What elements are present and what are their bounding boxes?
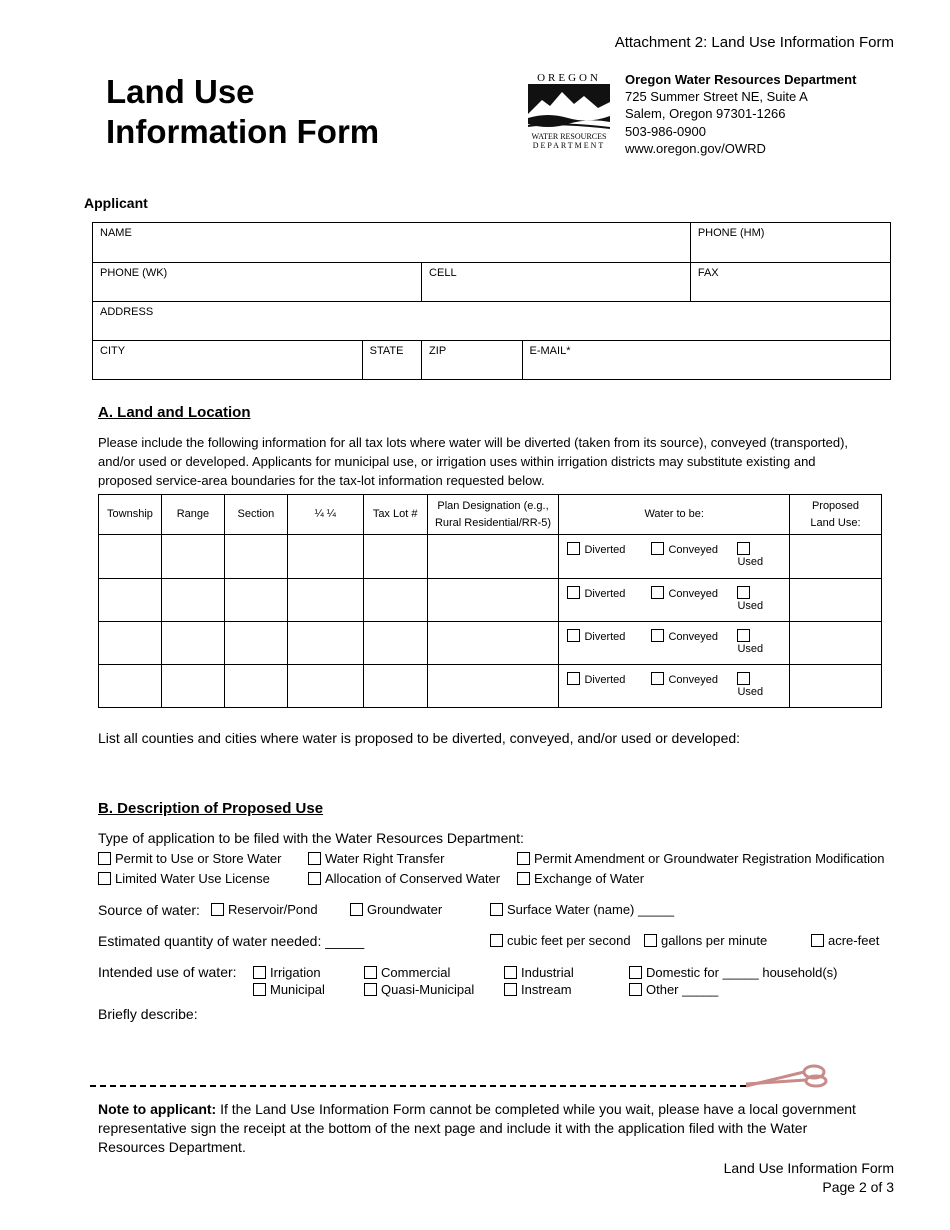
permit-to-use-checkbox[interactable] [98,852,111,865]
conveyed-checkbox[interactable] [651,629,664,642]
source-label: Source of water: [98,902,200,918]
exchange-of-water-checkbox[interactable] [517,872,530,885]
col-range: Range [161,495,224,535]
applicant-table [92,222,891,380]
cut-line [90,1085,746,1087]
table-row [99,665,882,708]
conveyed-option[interactable]: Conveyed [651,629,718,643]
zip-field[interactable]: ZIP [422,341,522,380]
section-a-heading: A. Land and Location [98,404,251,421]
mountain-logo-icon [528,84,610,132]
water-right-transfer-checkbox[interactable] [308,852,321,865]
conveyed-checkbox[interactable] [651,542,664,555]
phone-wk-field[interactable]: PHONE (WK) [93,263,422,302]
used-checkbox[interactable] [737,586,750,599]
limited-water-use-option[interactable]: Limited Water Use License [98,871,270,886]
diverted-checkbox[interactable] [567,542,580,555]
conveyed-option[interactable]: Conveyed [651,672,718,686]
email-field[interactable]: E-MAIL* [522,341,890,380]
commercial-checkbox[interactable] [364,966,377,979]
cfs-checkbox[interactable] [490,934,503,947]
quasi-municipal-checkbox[interactable] [364,983,377,996]
used-checkbox[interactable] [737,629,750,642]
used-option[interactable]: Used [737,542,763,568]
diverted-option[interactable]: Diverted [567,542,625,556]
limited-water-use-checkbox[interactable] [98,872,111,885]
allocation-conserved-checkbox[interactable] [308,872,321,885]
conveyed-option[interactable]: Conveyed [651,586,718,600]
gpm-checkbox[interactable] [644,934,657,947]
page-footer: Land Use Information Form Page 2 of 3 [723,1160,894,1195]
col-water-to-be: Water to be: [559,495,790,535]
diverted-checkbox[interactable] [567,672,580,685]
diverted-option[interactable]: Diverted [567,586,625,600]
reservoir-option[interactable]: Reservoir/Pond [211,902,318,917]
table-row [99,535,882,579]
agency-address: Oregon Water Resources Department 725 Summer Street NE, Suite A Salem, Oregon 97301-1266 503-986-0900 www.oregon.gov/OWRD [625,72,857,156]
city-field[interactable]: CITY [93,341,363,380]
instream-option[interactable]: Instream [504,982,572,997]
quantity-label: Estimated quantity of water needed: _____ [98,933,365,949]
domestic-option[interactable]: Domestic for _____ household(s) [629,965,838,980]
irrigation-checkbox[interactable] [253,966,266,979]
water-right-transfer-option[interactable]: Water Right Transfer [308,851,444,866]
owrd-logo: OREGON WATER RESOURCES DEPARTMENT [527,72,611,154]
col-township: Township [99,495,162,535]
land-location-table [98,494,882,708]
industrial-checkbox[interactable] [504,966,517,979]
section-a-intro: Please include the following information for all tax lots where water will be diverted (taken from its source), conveyed (transported), and/or used or developed. Applicants for municipal use, or irrigation uses within irrigation districts may substitute existing and proposed service-area boundaries for the tax-lot information requested below. [98,435,849,488]
diverted-checkbox[interactable] [567,629,580,642]
col-proposed-land-use: Proposed Land Use: [789,495,881,535]
irrigation-option[interactable]: Irrigation [253,965,321,980]
other-option[interactable]: Other _____ [629,982,718,997]
quasi-municipal-option[interactable]: Quasi-Municipal [364,982,474,997]
attachment-label: Attachment 2: Land Use Information Form [614,34,894,51]
used-option[interactable]: Used [737,672,763,698]
other-checkbox[interactable] [629,983,642,996]
allocation-conserved-option[interactable]: Allocation of Conserved Water [308,871,500,886]
municipal-checkbox[interactable] [253,983,266,996]
col-quarter-quarter: ¼ ¼ [287,495,363,535]
permit-amendment-option[interactable]: Permit Amendment or Groundwater Registration Modification [517,851,884,866]
page-title: Land Use Information Form [106,73,380,150]
industrial-option[interactable]: Industrial [504,965,574,980]
section-b-heading: B. Description of Proposed Use [98,800,324,817]
fax-field[interactable]: FAX [690,263,890,302]
gpm-option[interactable]: gallons per minute [644,933,767,948]
application-type-prompt: Type of application to be filed with the Water Resources Department: [98,830,524,846]
diverted-option[interactable]: Diverted [567,629,625,643]
applicant-heading: Applicant [84,195,148,211]
note-to-applicant: Note to applicant: If the Land Use Information Form cannot be completed while you wait, please have a local government representative sign the receipt at the bottom of the next page and include it with the application filed with the Water Resources Department. [98,1101,856,1155]
permit-amendment-checkbox[interactable] [517,852,530,865]
table-row [99,622,882,665]
reservoir-checkbox[interactable] [211,903,224,916]
cell-field[interactable]: CELL [422,263,691,302]
cfs-option[interactable]: cubic feet per second [490,933,631,948]
instream-checkbox[interactable] [504,983,517,996]
col-section: Section [224,495,287,535]
groundwater-checkbox[interactable] [350,903,363,916]
name-field[interactable]: NAME [93,223,691,263]
conveyed-option[interactable]: Conveyed [651,542,718,556]
surface-water-option[interactable]: Surface Water (name) _____ [490,902,674,917]
used-option[interactable]: Used [737,586,763,612]
used-checkbox[interactable] [737,542,750,555]
counties-prompt: List all counties and cities where water is proposed to be diverted, conveyed, and/or used or developed: [98,730,741,746]
used-checkbox[interactable] [737,672,750,685]
state-field[interactable]: STATE [362,341,421,380]
surface-water-checkbox[interactable] [490,903,503,916]
commercial-option[interactable]: Commercial [364,965,450,980]
phone-hm-field[interactable]: PHONE (HM) [690,223,890,263]
domestic-checkbox[interactable] [629,966,642,979]
diverted-checkbox[interactable] [567,586,580,599]
address-field[interactable]: ADDRESS [93,302,891,341]
groundwater-option[interactable]: Groundwater [350,902,442,917]
conveyed-checkbox[interactable] [651,672,664,685]
permit-to-use-option[interactable]: Permit to Use or Store Water [98,851,281,866]
acre-feet-checkbox[interactable] [811,934,824,947]
intended-use-label: Intended use of water: [98,964,237,980]
used-option[interactable]: Used [737,629,763,655]
municipal-option[interactable]: Municipal [253,982,325,997]
exchange-of-water-option[interactable]: Exchange of Water [517,871,644,886]
col-plan-designation: Plan Designation (e.g., Rural Residential/RR-5) [427,495,559,535]
conveyed-checkbox[interactable] [651,586,664,599]
diverted-option[interactable]: Diverted [567,672,625,686]
briefly-describe-label: Briefly describe: [98,1006,198,1022]
col-tax-lot: Tax Lot # [363,495,427,535]
table-row [99,579,882,622]
acre-feet-option[interactable]: acre-feet [811,933,879,948]
scissors-icon [744,1064,828,1092]
